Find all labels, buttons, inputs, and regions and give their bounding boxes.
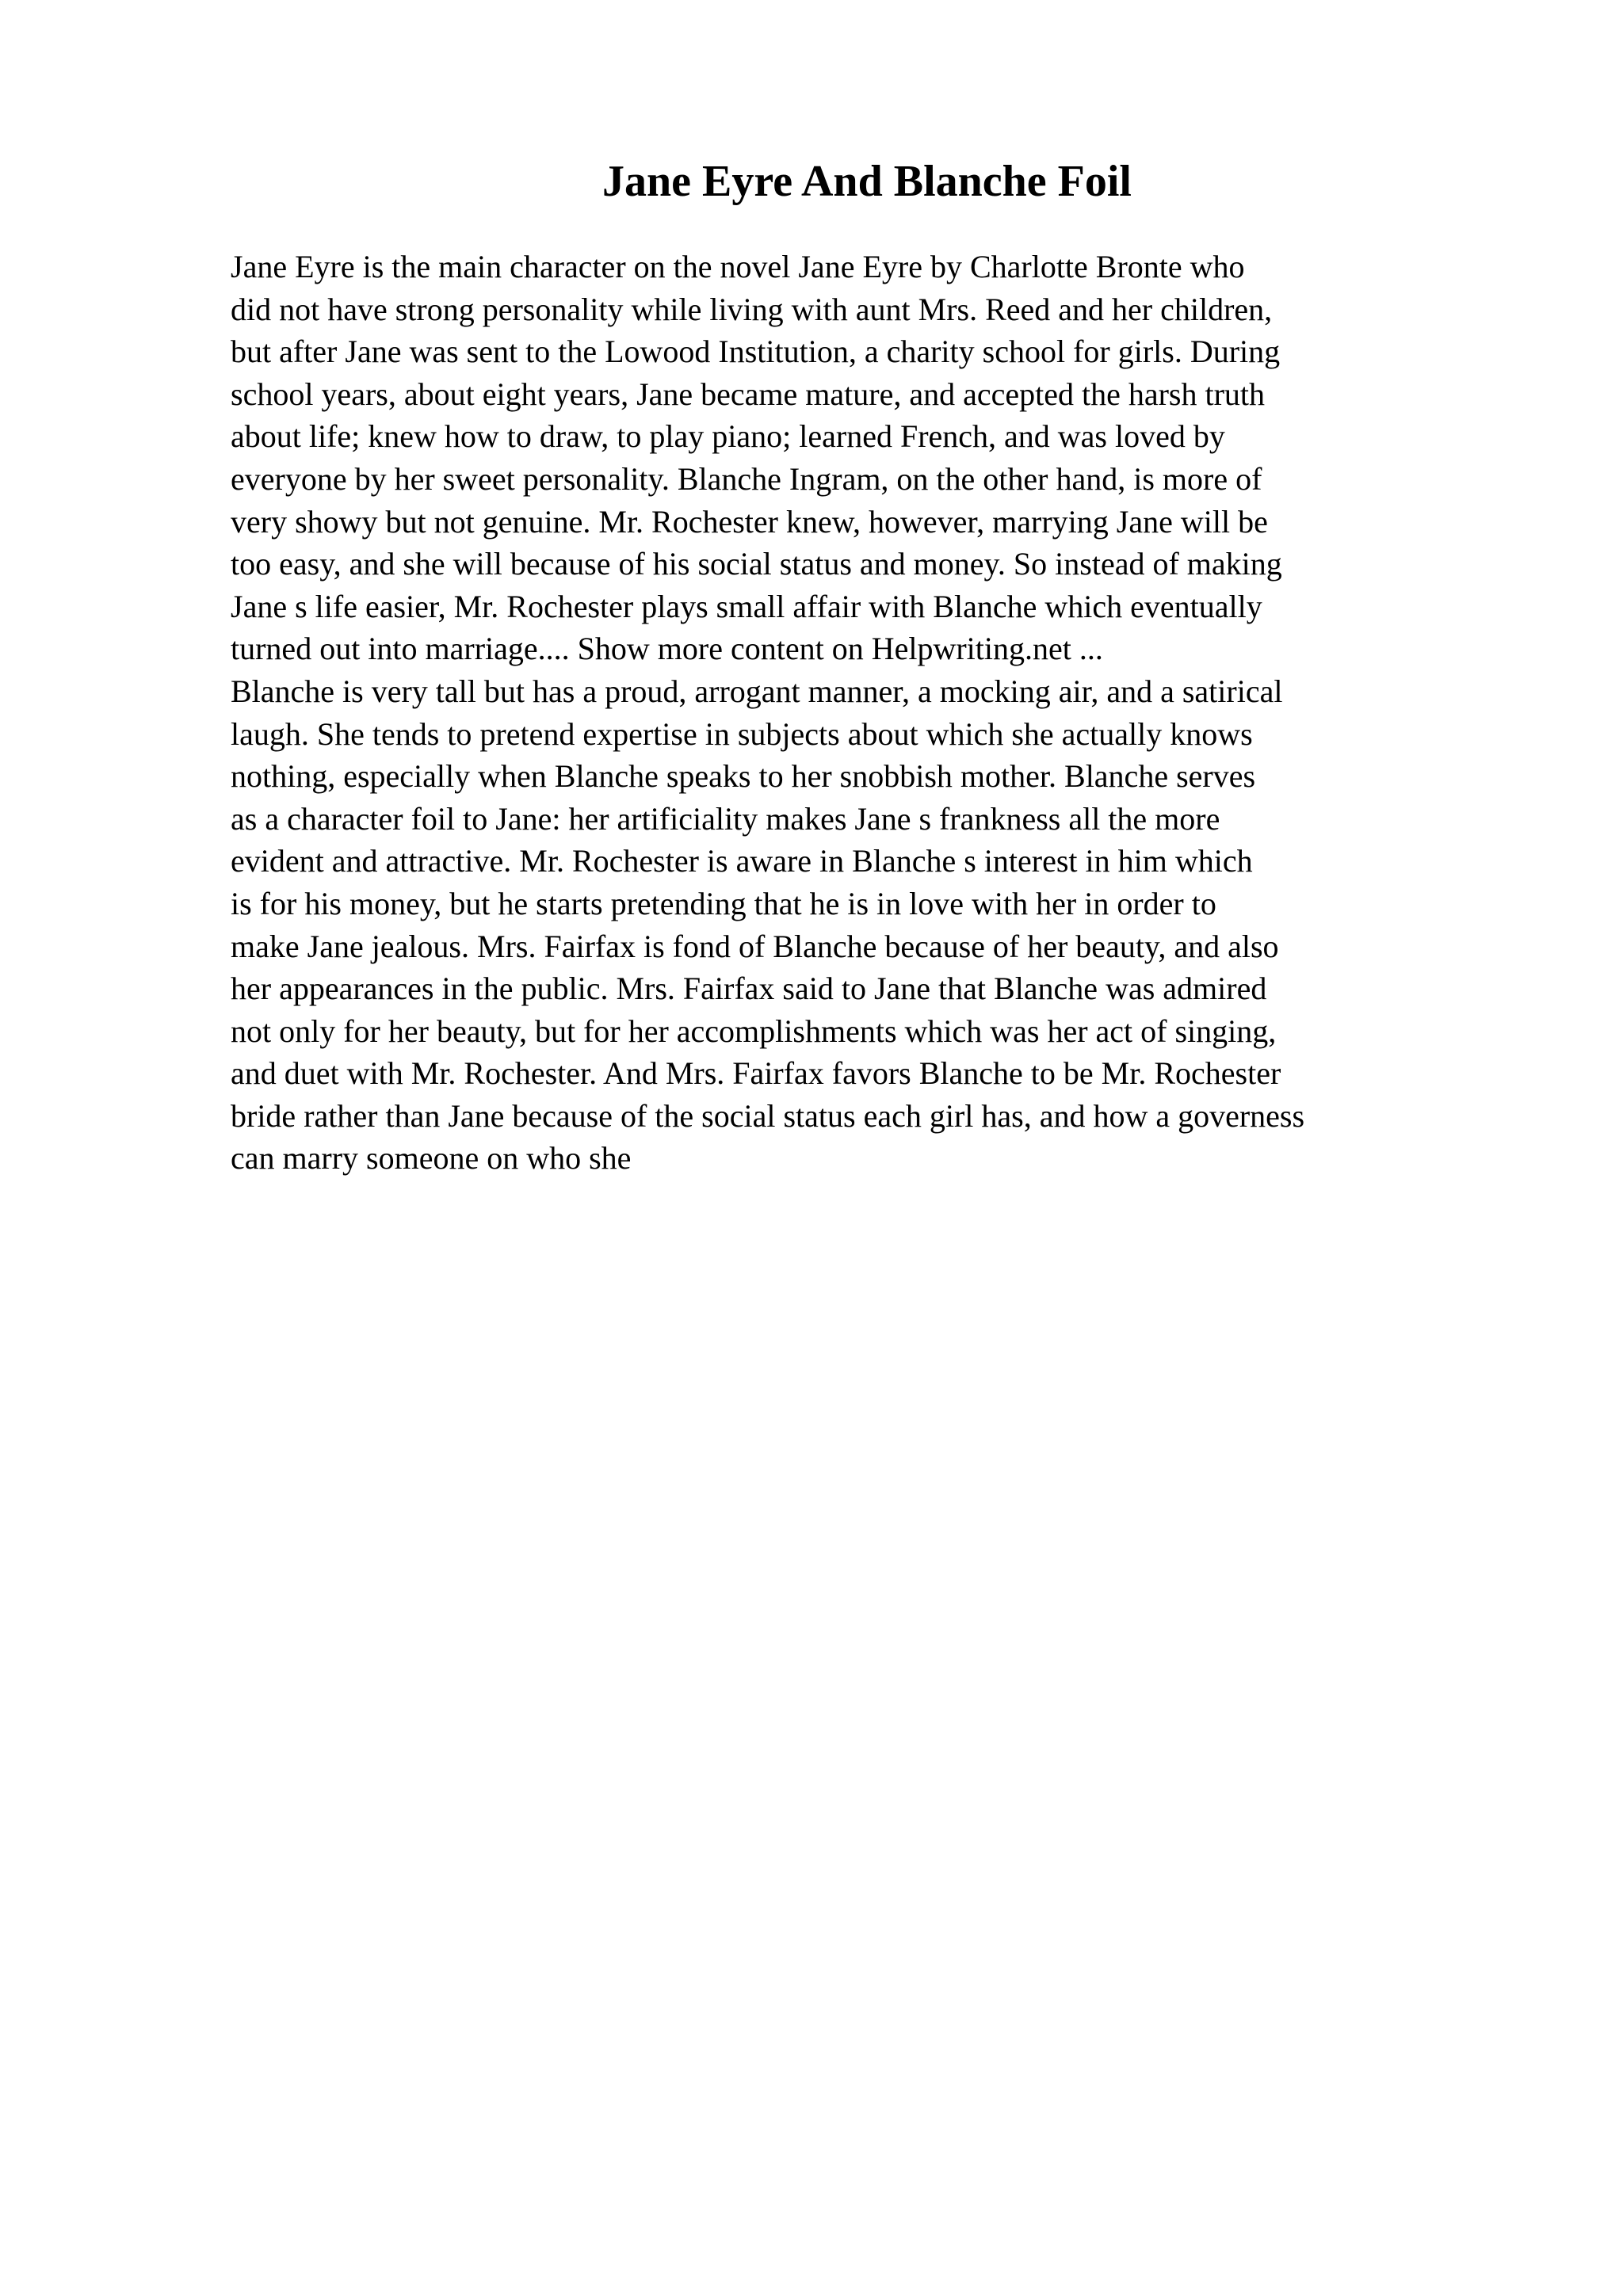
text-line: evident and attractive. Mr. Rochester is aware in Blanche s interest in him which xyxy=(231,843,1253,879)
text-line: and duet with Mr. Rochester. And Mrs. Fairfax favors Blanche to be Mr. Rochester xyxy=(231,1055,1281,1092)
text-line: nothing, especially when Blanche speaks to her snobbish mother. Blanche serves xyxy=(231,758,1256,795)
text-line: school years, about eight years, Jane became mature, and accepted the harsh truth xyxy=(231,376,1266,412)
text-line: too easy, and she will because of his social status and money. So instead of making xyxy=(231,546,1282,582)
essay-body xyxy=(231,246,1514,1180)
page-title: Jane Eyre And Blanche Foil xyxy=(602,157,1132,206)
text-line: laugh. She tends to pretend expertise in subjects about which she actually knows xyxy=(231,715,1253,752)
text-line: Jane Eyre is the main character on the novel Jane Eyre by Charlotte Bronte who xyxy=(231,249,1245,284)
text-line: can marry someone on who she xyxy=(231,1140,632,1177)
text-line: her appearances in the public. Mrs. Fairfax said to Jane that Blanche was admired xyxy=(231,971,1267,1007)
text-line: is for his money, but he starts pretending that he is in love with her in order to xyxy=(231,885,1216,921)
text-line: as a character foil to Jane: her artificiality makes Jane s frankness all the more xyxy=(231,800,1220,837)
text-line: about life; knew how to draw, to play piano; learned French, and was loved by xyxy=(231,418,1225,455)
text-line: make Jane jealous. Mrs. Fairfax is fond of Blanche because of her beauty, and also xyxy=(231,928,1279,964)
text-line: did not have strong personality while living with aunt Mrs. Reed and her children, xyxy=(231,291,1273,327)
text-line: everyone by her sweet personality. Blanche Ingram, on the other hand, is more of xyxy=(231,460,1262,497)
text-line: Jane s life easier, Mr. Rochester plays small affair with Blanche which eventually xyxy=(231,588,1262,624)
text-line: very showy but not genuine. Mr. Rochester knew, however, marrying Jane will be xyxy=(231,503,1268,540)
text-line: bride rather than Jane because of the social status each girl has, and how a governess xyxy=(231,1097,1305,1134)
text-line: but after Jane was sent to the Lowood Institution, a charity school for girls. During xyxy=(231,334,1281,370)
text-line: Blanche is very tall but has a proud, arrogant manner, a mocking air, and a satirical xyxy=(231,673,1283,709)
text-line: turned out into marriage.... Show more content on Helpwriting.net ... xyxy=(231,631,1103,667)
text-line: not only for her beauty, but for her accomplishments which was her act of singing, xyxy=(231,1013,1277,1049)
